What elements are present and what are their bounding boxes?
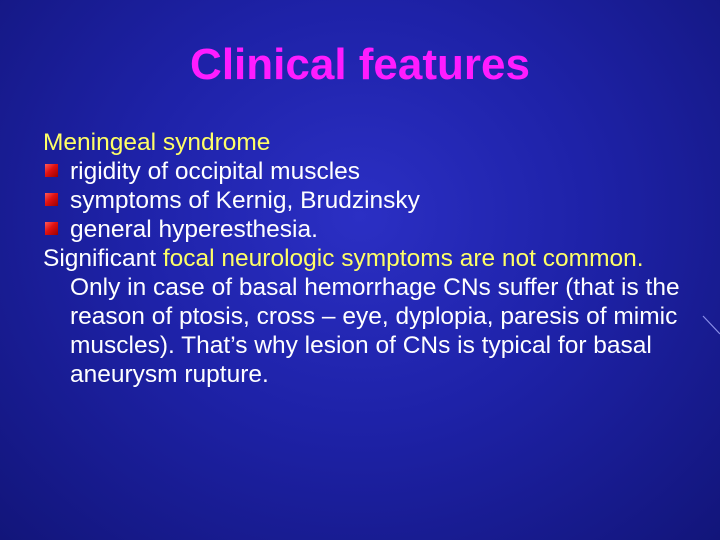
bullet-item [43, 215, 693, 244]
bullet-item [43, 157, 693, 186]
slide-title: Clinical features [190, 40, 530, 89]
square-bullet-icon [45, 193, 58, 206]
square-bullet-icon [45, 164, 58, 177]
bullet-text: rigidity of occipital muscles [70, 158, 361, 185]
section-heading: Meningeal syndrome [43, 129, 271, 156]
paragraph-highlight: focal neurologic symptoms are not common. [162, 245, 644, 272]
paragraph-lead: Significant [43, 245, 163, 272]
bullet-item [43, 186, 693, 215]
slide-body [43, 128, 693, 389]
bullet-text: general hyperesthesia. [70, 216, 318, 243]
body-paragraph [43, 244, 693, 389]
paragraph-rest: Only in case of basal hemorrhage CNs suffer (that is the reason of ptosis, cross – eye, dyplopia, paresis of mimic muscles). That’s why lesion of CNs is typical for basal aneurysm rupture. [70, 274, 680, 388]
square-bullet-icon [45, 222, 58, 235]
bullet-text: symptoms of Kernig, Brudzinsky [70, 187, 420, 214]
